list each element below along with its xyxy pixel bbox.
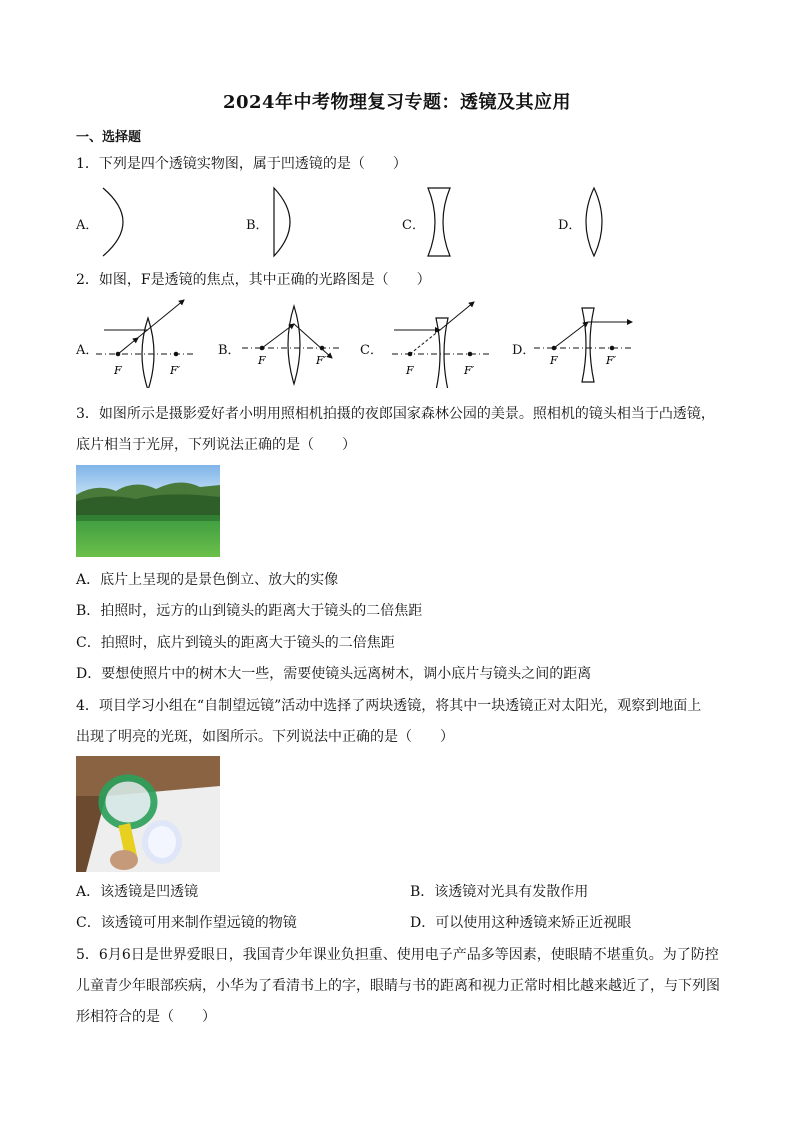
concave-lens xyxy=(582,308,594,382)
q4-option-a: A．该透镜是凹透镜 xyxy=(76,884,199,900)
refracted-ray xyxy=(118,300,184,354)
ray-arrow xyxy=(134,338,138,341)
convex-lens xyxy=(142,318,154,388)
plano-convex-lens-b xyxy=(274,188,290,256)
question-3-stem-line-1: 3．如图所示是摄影爱好者小明用照相机拍摄的夜郎国家森林公园的美景。照相机的镜头相当于凸透镜， xyxy=(76,406,715,422)
q3-option-a: A．底片上呈现的是景色倒立、放大的实像 xyxy=(76,572,339,588)
q1-option-b-label: B． xyxy=(246,218,269,233)
q2-ray-diagram-b xyxy=(240,300,344,388)
focus-label-f-prime: F′ xyxy=(464,364,475,377)
incident-ray xyxy=(554,322,588,348)
question-5-stem-line-1: 5．6月6日是世界爱眼日，我国青少年课业负担重、使用电子产品多等因素，使眼睛不堪重负。为了防控 xyxy=(76,947,719,963)
focus-label-f-prime: F′ xyxy=(606,354,617,367)
question-4-stem-line-1: 4．项目学习小组在“自制望远镜”活动中选择了两块透镜，将其中一块透镜正对太阳光，观察到地面上 xyxy=(76,698,702,714)
q3-option-d: D．要想使照片中的树木大一些，需要使镜头远离树木，调小底片与镜头之间的距离 xyxy=(76,666,592,682)
question-3-stem-line-2: 底片相当于光屏，下列说法正确的是（ ） xyxy=(76,437,356,453)
incident-ray xyxy=(262,324,294,348)
q2-option-c-label: C． xyxy=(360,343,383,358)
focus-label-f: F xyxy=(114,364,122,377)
q2-option-b-label: B． xyxy=(218,343,241,358)
focus-point-right xyxy=(174,352,179,357)
q2-ray-diagram-d xyxy=(532,300,636,388)
q1-lens-d-figure xyxy=(576,184,616,260)
q1-option-c-label: C． xyxy=(402,218,425,233)
plano-convex-lens-a xyxy=(103,188,123,256)
q2-option-a-label: A． xyxy=(76,343,99,358)
focus-point-left xyxy=(260,346,265,351)
focus-label-f: F xyxy=(406,364,414,377)
section-heading: 一、选择题 xyxy=(76,130,142,145)
focus-label-f: F xyxy=(550,354,558,367)
q1-option-a-label: A． xyxy=(76,218,99,233)
forest-park-lake-photo xyxy=(76,465,220,557)
virtual-extension-line xyxy=(410,330,440,354)
q2-option-d-label: D． xyxy=(512,343,536,358)
q2-ray-diagram-a xyxy=(94,296,198,388)
magnifier-sunlight-photo xyxy=(76,756,220,872)
biconvex-lens xyxy=(586,188,602,256)
q4-option-c: C．该透镜可用来制作望远镜的物镜 xyxy=(76,915,297,931)
focus-label-f-prime: F′ xyxy=(170,364,181,377)
q1-option-d-label: D． xyxy=(558,218,582,233)
focus-point-right xyxy=(320,346,325,351)
question-1-stem: 1．下列是四个透镜实物图，属于凹透镜的是（ ） xyxy=(76,156,407,172)
refracted-ray xyxy=(440,302,474,330)
focus-point-right xyxy=(468,352,473,357)
q2-ray-diagram-c xyxy=(390,296,494,388)
q1-lens-a-figure xyxy=(95,184,135,260)
focus-point-left xyxy=(116,352,121,357)
convex-lens xyxy=(288,306,300,384)
question-5-stem-line-2: 儿童青少年眼部疾病，小华为了看清书上的字，眼睛与书的距离和视力正常时相比越来越近了，与下列图 xyxy=(76,978,720,994)
focus-point-left xyxy=(552,346,557,351)
page-title: 2024年中考物理复习专题：透镜及其应用 xyxy=(222,92,572,113)
question-4-stem-line-2: 出现了明亮的光斑，如图所示。下列说法中正确的是（ ） xyxy=(76,729,454,745)
biconcave-lens xyxy=(428,188,450,256)
question-5-stem-line-3: 形相符合的是（ ） xyxy=(76,1009,216,1025)
focus-label-f: F xyxy=(258,354,266,367)
focus-point-left xyxy=(408,352,413,357)
question-2-stem: 2．如图，F是透镜的焦点，其中正确的光路图是（ ） xyxy=(76,272,431,288)
focus-label-f-prime: F′ xyxy=(316,354,327,367)
q3-option-c: C．拍照时，底片到镜头的距离大于镜头的二倍焦距 xyxy=(76,635,395,651)
focus-point-right xyxy=(610,346,615,351)
q4-option-b: B．该透镜对光具有发散作用 xyxy=(410,884,589,900)
q1-lens-b-figure xyxy=(266,184,306,260)
q4-option-d: D．可以使用这种透镜来矫正近视眼 xyxy=(410,915,632,931)
q1-lens-c-figure xyxy=(420,184,460,260)
q3-option-b: B．拍照时，远方的山到镜头的距离大于镜头的二倍焦距 xyxy=(76,603,423,619)
